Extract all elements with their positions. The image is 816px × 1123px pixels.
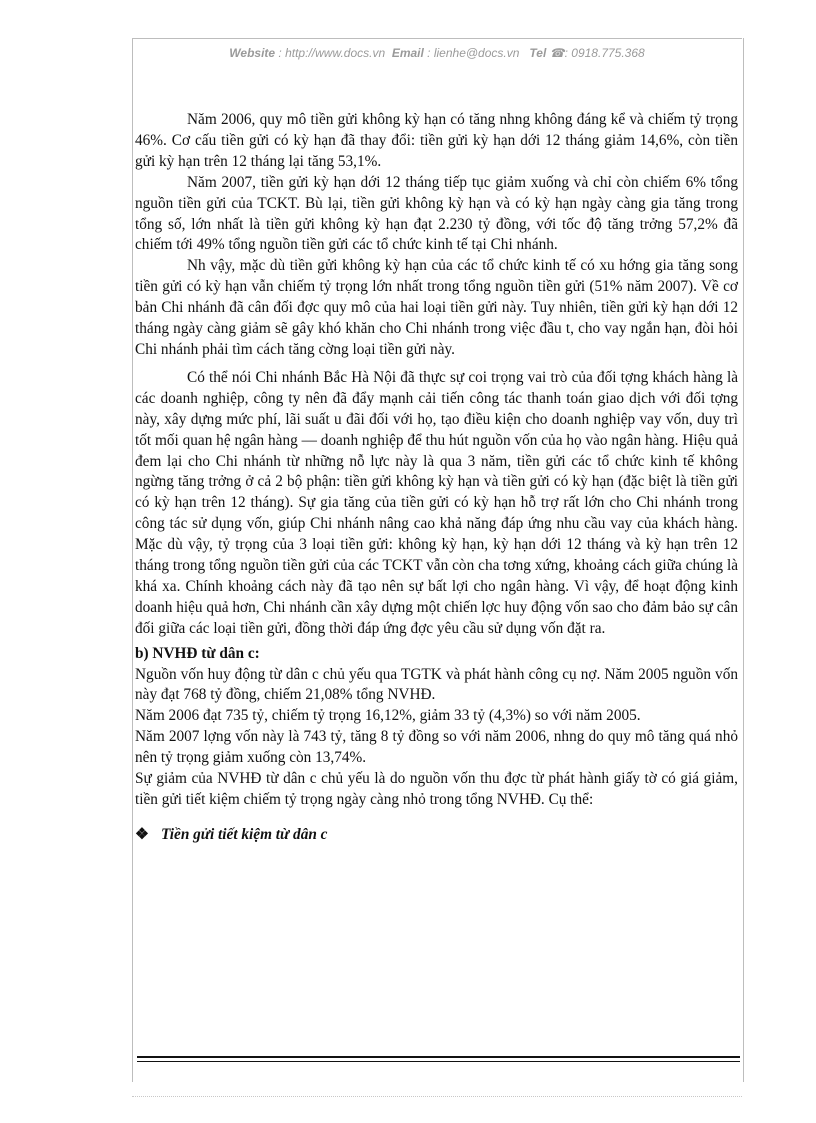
website-value: : http://www.docs.vn (278, 46, 386, 60)
paragraph-2006: Năm 2006, quy mô tiền gửi không kỳ hạn có tăng nhng không đáng kể và chiếm tỷ trọng 46%. Cơ cấu tiền gửi có kỳ hạn đã thay đổi: tiền gửi kỳ hạn dới 12 tháng giảm 14,6%, còn tiền gửi kỳ hạn trên 12 tháng lại tăng 53,1%. (135, 111, 738, 170)
section-b-line-3: Năm 2007 lợng vốn này là 743 tỷ, tăng 8 tỷ đồng so với năm 2006, nhng do quy mô tăng quá nhỏ nên tỷ trọng giảm xuống còn 13,74%. (135, 728, 738, 767)
document-body (135, 110, 738, 846)
section-b-heading: b) NVHĐ từ dân c: (135, 644, 260, 662)
page-header (132, 46, 742, 60)
page-bottom-border (132, 1096, 742, 1097)
paragraph-2007: Năm 2007, tiền gửi kỳ hạn dới 12 tháng tiếp tục giảm xuống và chỉ còn chiếm 6% tổng nguồn tiền gửi của TCKT. Bù lại, tiền gửi không kỳ hạn và có kỳ hạn ngày càng gia tăng trong tổng số, lớn nhất là tiền gửi không kỳ hạn đạt 2.230 tỷ đồng, với tốc độ tăng trởng 57,2% đã chiếm tới 49% tổng nguồn tiền gửi các tổ chức kinh tế tại Chi nhánh. (135, 173, 738, 254)
diamond-bullet-icon: ❖ (135, 825, 149, 843)
bullet-savings-deposit (135, 825, 738, 846)
footer-rule-thin (137, 1061, 740, 1062)
paragraph-conclusion: Có thể nói Chi nhánh Bắc Hà Nội đã thực sự coi trọng vai trò của đối tợng khách hàng là các doanh nghiệp, công ty nên đã đẩy mạnh cải tiến công tác thanh toán giao dịch với đối tợng này, xây dựng mức phí, lãi suất u đãi đối với họ, tạo điều kiện cho doanh nghiệp vay vốn, duy trì tốt mối quan hệ ngân hàng — doanh nghiệp để thu hút nguồn vốn của họ vào ngân hàng. Hiệu quả đem lại cho Chi nhánh từ những nỗ lực này là qua 3 năm, tiền gửi các tổ chức kinh tế không ngừng tăng trởng ở cả 2 bộ phận: tiền gửi không kỳ hạn và tiền gửi có kỳ hạn (đặc biệt là tiền gửi có kỳ hạn trên 12 tháng). Sự gia tăng của tiền gửi có kỳ hạn hỗ trợ rất lớn cho Chi nhánh trong công tác sử dụng vốn, giúp Chi nhánh nâng cao khả năng đáp ứng nhu cầu vay của khách hàng. Mặc dù vậy, tỷ trọng của 3 loại tiền gửi: không kỳ hạn, kỳ hạn dới 12 tháng và kỳ hạn trên 12 tháng trong tổng nguồn tiền gửi của các TCKT vẫn còn cha tơng xứng, khoảng cách giữa chúng là khá xa. Chính khoảng cách này đã tạo nên sự bất lợi cho ngân hàng. Vì vậy, để hoạt động kinh doanh hiệu quả hơn, Chi nhánh cần xây dựng một chiến lợc huy động vốn sao cho đảm bảo sự cân đối giữa các loại tiền gửi, đồng thời đáp ứng đợc yêu cầu sử dụng vốn đặt ra. (135, 368, 738, 637)
email-value: : lienhe@docs.vn (427, 46, 520, 60)
bullet-text: Tiền gửi tiết kiệm từ dân c (161, 825, 328, 843)
tel-label: Tel (529, 46, 547, 60)
footer-rule-thick (137, 1056, 740, 1058)
section-b-line-4: Sự giảm của NVHĐ từ dân c chủ yếu là do nguồn vốn thu đợc từ phát hành giấy tờ có giá giảm, tiền gửi tiết kiệm chiếm tỷ trọng ngày càng nhỏ trong tổng NVHĐ. Cụ thể: (135, 770, 738, 808)
paragraph-summary: Nh vậy, mặc dù tiền gửi không kỳ hạn của các tổ chức kinh tế có xu hớng gia tăng song tiền gửi có kỳ hạn vẫn chiếm tỷ trọng lớn nhất trong tổng nguồn tiền gửi (51% năm 2007). Về cơ bản Chi nhánh đã cân đối đợc quy mô của hai loại tiền gửi này. Tuy nhiên, tiền gửi kỳ hạn dới 12 tháng ngày càng giảm sẽ gây khó khăn cho Chi nhánh trong việc đầu t, cho vay ngắn hạn, đòi hỏi Chi nhánh phải tìm cách tăng cờng loại tiền gửi này. (135, 257, 738, 358)
website-label: Website (229, 46, 276, 60)
email-label: Email (391, 46, 424, 60)
section-b-line-1: Nguồn vốn huy động từ dân c chủ yếu qua TGTK và phát hành công cụ nợ. Năm 2005 nguồn vốn này đạt 768 tỷ đồng, chiếm 21,08% tổng NVHĐ. (135, 665, 738, 704)
section-b-line-2: Năm 2006 đạt 735 tỷ, chiếm tỷ trọng 16,12%, giảm 33 tỷ (4,3%) so với năm 2005. (135, 707, 641, 725)
tel-value: ☎: 0918.775.368 (549, 46, 645, 60)
